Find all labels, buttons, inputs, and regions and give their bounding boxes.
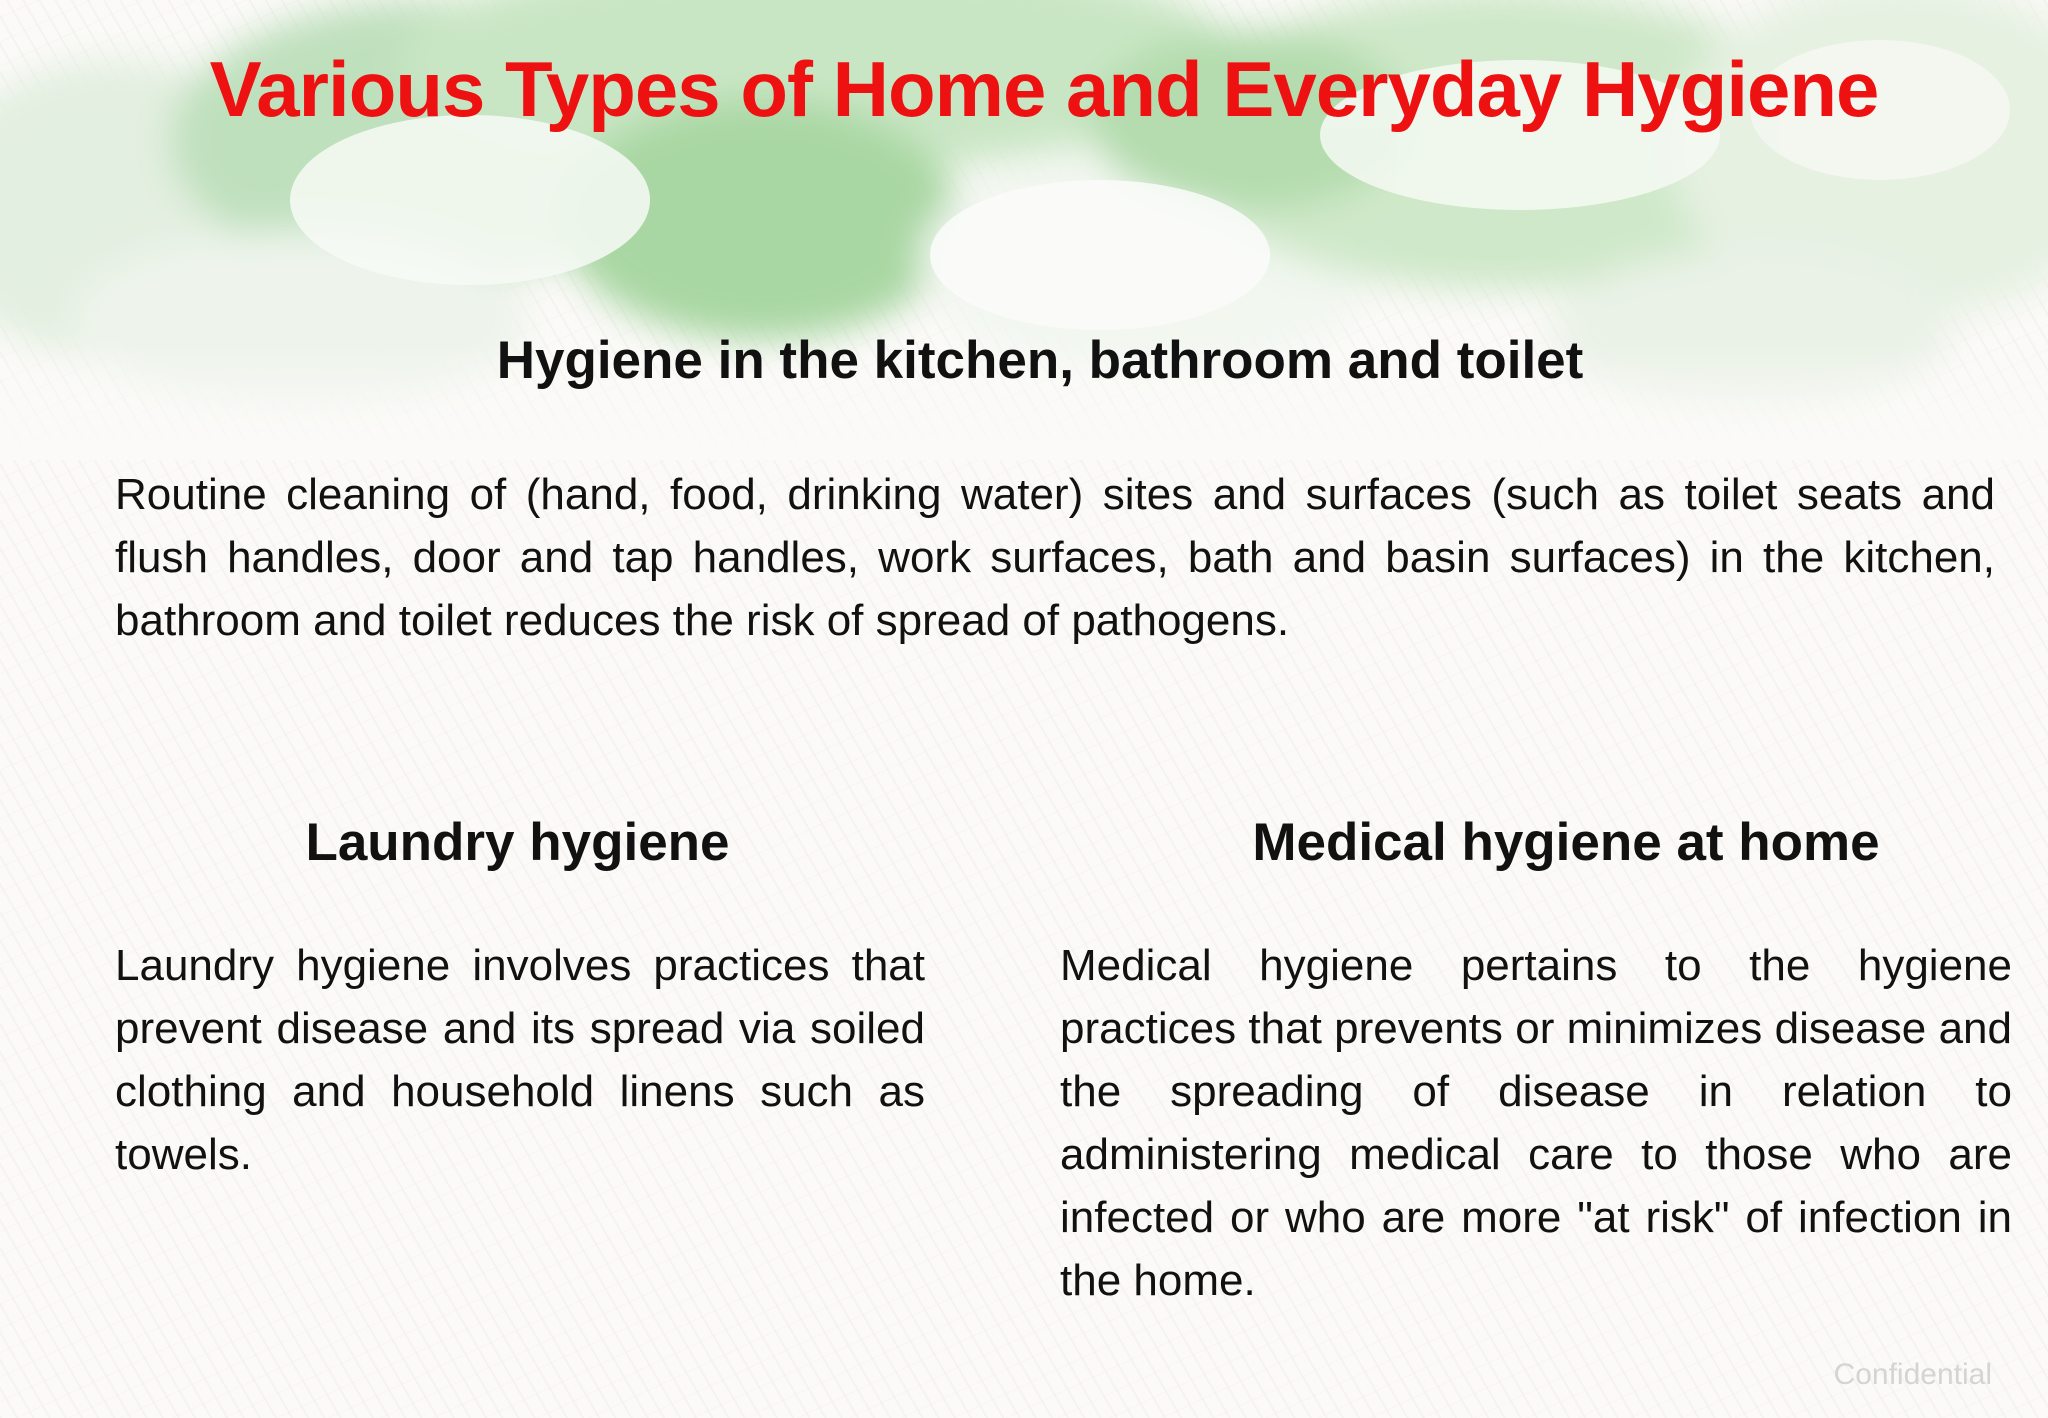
medical-paragraph: Medical hygiene pertains to the hygiene practices that prevents or minimizes disease and the spreading of disease in relation to administering medical care to those who are infected or who are more "at risk" of infection in the home. <box>1060 941 2012 1305</box>
kitchen-paragraph: Routine cleaning of (hand, food, drinking water) sites and surfaces (such as toilet seats and flush handles, door and tap handles, work surfaces, bath and basin surfaces) in the kitchen, bathroom and toilet reduces the risk of spread of pathogens. <box>115 470 1995 645</box>
laundry-heading: Laundry hygiene <box>305 813 730 872</box>
medical-heading: Medical hygiene at home <box>1252 813 1880 872</box>
slide-title: Various Types of Home and Everyday Hygiene <box>209 45 1879 133</box>
kitchen-heading: Hygiene in the kitchen, bathroom and toilet <box>496 331 1584 390</box>
laundry-paragraph: Laundry hygiene involves practices that prevent disease and its spread via soiled clothing and household linens such as towels. <box>115 941 925 1179</box>
confidential-label: Confidential <box>1833 1358 1992 1391</box>
